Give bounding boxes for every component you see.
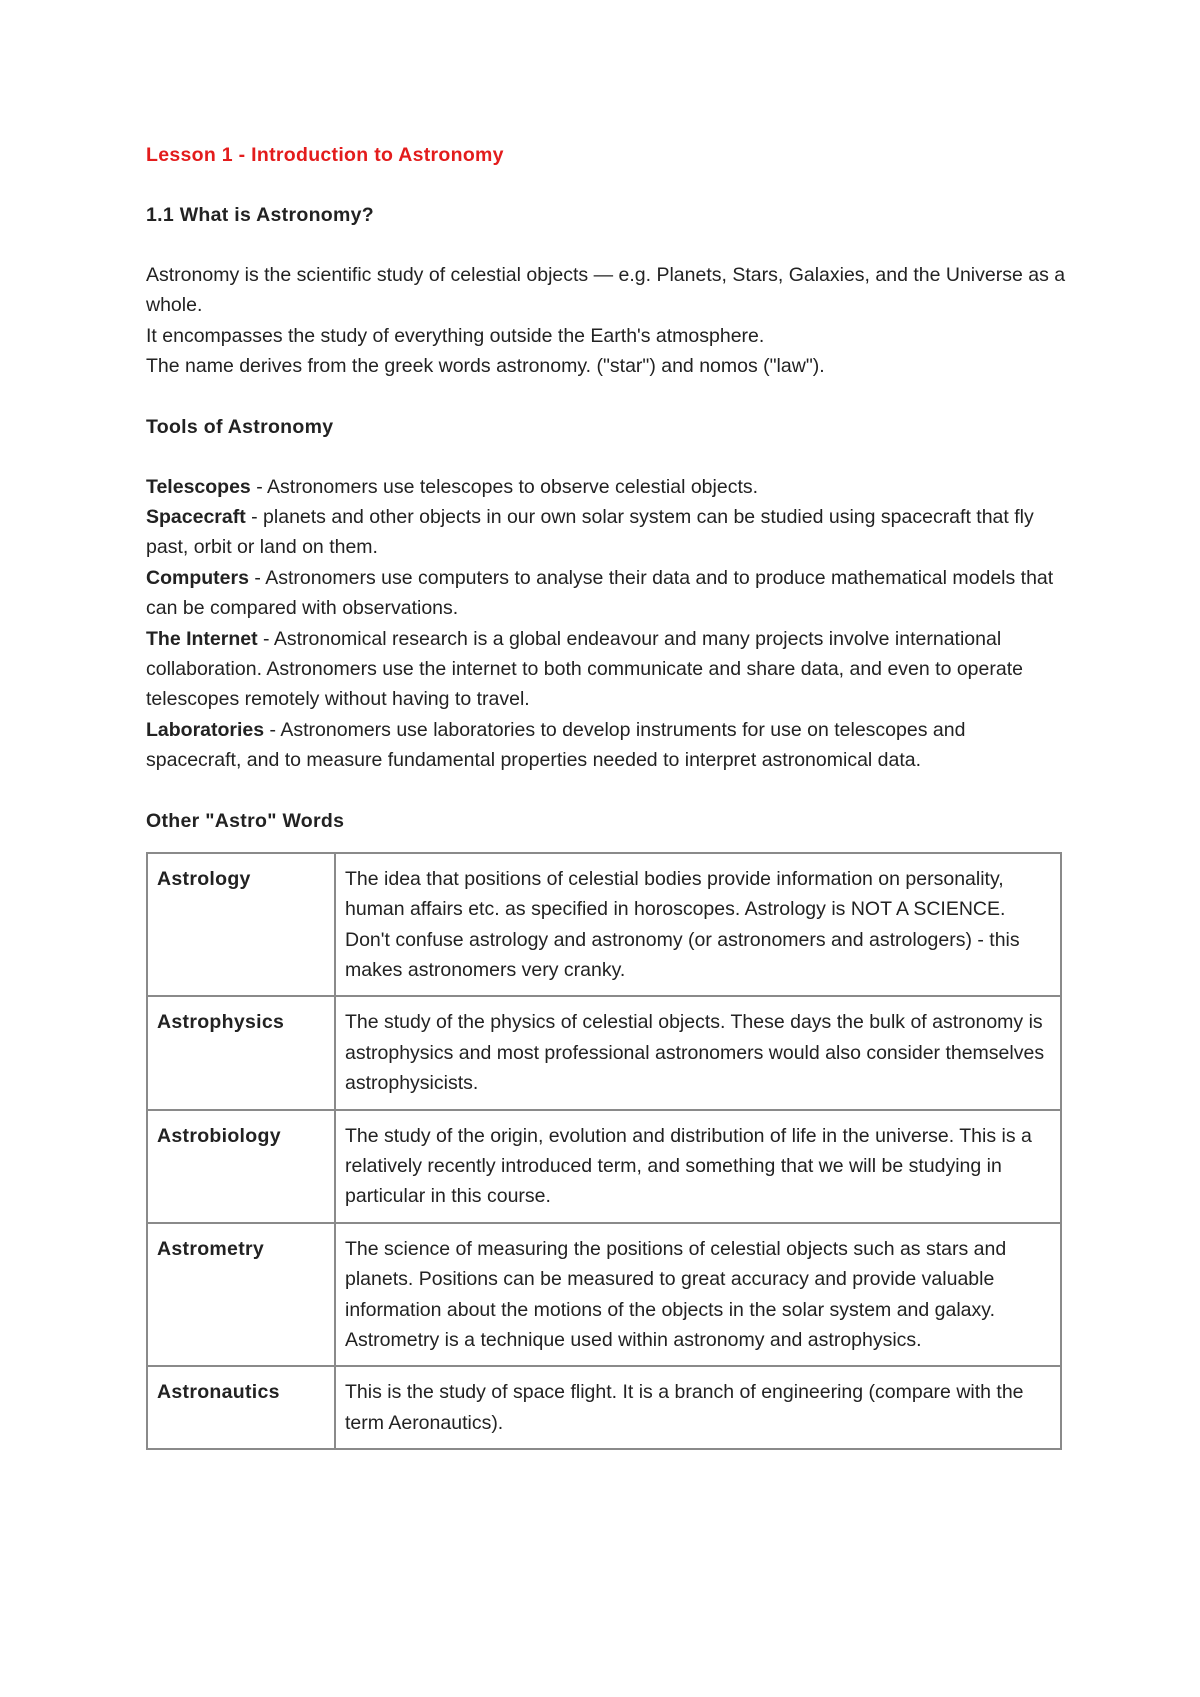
tool-term: Spacecraft — [146, 506, 246, 529]
tool-description: - Astronomers use computers to analyse their data and to produce mathematical models that can be compared with observations. — [146, 566, 1054, 620]
paragraph-line: The name derives from the greek words astronomy. ("star") and nomos ("law"). — [146, 355, 825, 378]
astronomy-definition-paragraph — [146, 260, 1066, 382]
term-cell: Astrophysics — [147, 996, 335, 1109]
tools-list — [146, 472, 1066, 776]
definition-cell: The science of measuring the positions of celestial objects such as stars and planets. Positions can be measured to great accuracy and provide valuable information about the motions of the objects in the solar system and galaxy. Astrometry is a technique used within astronomy and astrophysics. — [335, 1223, 1061, 1367]
section-heading-what-is-astronomy: 1.1 What is Astronomy? — [146, 204, 374, 226]
table-row — [147, 1110, 1061, 1223]
tool-term: The Internet — [146, 627, 258, 650]
tool-item-internet — [146, 624, 1066, 715]
tool-term: Computers — [146, 566, 249, 589]
section-heading-tools: Tools of Astronomy — [146, 415, 334, 438]
tool-description: - Astronomers use telescopes to observe celestial objects. — [250, 475, 759, 498]
paragraph-line: It encompasses the study of everything outside the Earth's atmosphere. — [146, 324, 765, 347]
definition-cell: The study of the physics of celestial objects. These days the bulk of astronomy is astrophysics and most professional astronomers would also consider themselves astrophysicists. — [335, 996, 1061, 1109]
tool-term: Laboratories — [146, 718, 265, 741]
tool-item-computers — [146, 563, 1066, 624]
table-row — [147, 1223, 1061, 1367]
astro-words-table — [146, 852, 1062, 1451]
lesson-title: Lesson 1 - Introduction to Astronomy — [146, 144, 504, 166]
definition-cell: This is the study of space flight. It is a branch of engineering (compare with the term Aeronautics). — [335, 1366, 1061, 1449]
table-row — [147, 853, 1061, 997]
term-cell: Astrology — [147, 853, 335, 997]
term-cell: Astrometry — [147, 1223, 335, 1367]
tool-item-telescopes — [146, 472, 1066, 502]
definition-cell: The idea that positions of celestial bodies provide information on personality, human affairs etc. as specified in horoscopes. Astrology is NOT A SCIENCE. Don't confuse astrology and astronomy (or astronomers and astrologers) - this makes astronomers very cranky. — [335, 853, 1061, 997]
table-row — [147, 996, 1061, 1109]
definition-cell: The study of the origin, evolution and distribution of life in the universe. This is a relatively recently introduced term, and something that we will be studying in particular in this course. — [335, 1110, 1061, 1223]
tool-item-laboratories — [146, 715, 1066, 776]
term-cell: Astronautics — [147, 1366, 335, 1449]
tool-description: - Astronomical research is a global endeavour and many projects involve international collaboration. Astronomers use the internet to both communicate and share data, and even to operate telescopes remotely without having to travel. — [146, 627, 1023, 711]
table-row — [147, 1366, 1061, 1449]
term-cell: Astrobiology — [147, 1110, 335, 1223]
document-page — [146, 140, 1066, 1450]
tool-item-spacecraft — [146, 502, 1066, 563]
tool-term: Telescopes — [146, 475, 251, 498]
section-heading-astro-words: Other "Astro" Words — [146, 809, 345, 832]
tool-description: - planets and other objects in our own solar system can be studied using spacecraft that fly past, orbit or land on them. — [146, 506, 1034, 559]
tool-description: - Astronomers use laboratories to develop instruments for use on telescopes and spacecraft, and to measure fundamental properties needed to interpret astronomical data. — [146, 718, 966, 772]
paragraph-line: Astronomy is the scientific study of celestial objects — e.g. Planets, Stars, Galaxies, and the Universe as a whole. — [146, 264, 1066, 317]
